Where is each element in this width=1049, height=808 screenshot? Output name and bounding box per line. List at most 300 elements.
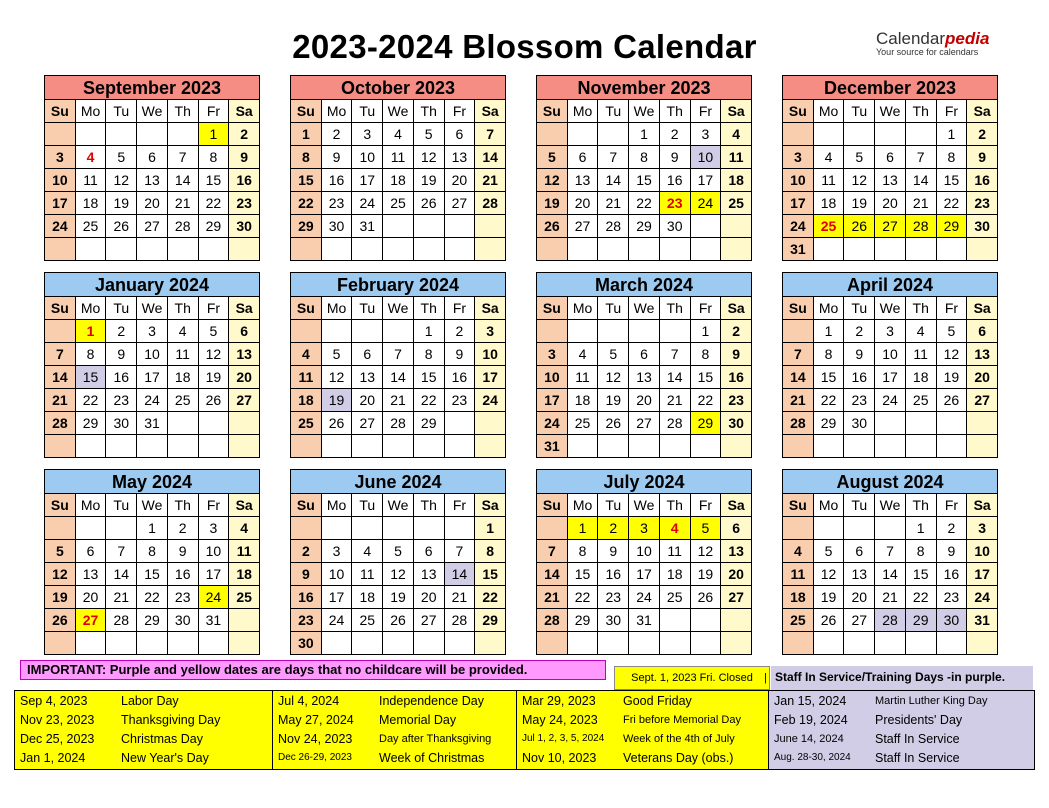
calendar-day[interactable]: 11 — [76, 169, 107, 192]
calendar-day[interactable]: 9 — [445, 343, 476, 366]
calendar-day[interactable]: 6 — [414, 540, 445, 563]
calendar-day[interactable]: 24 — [967, 586, 998, 609]
calendar-day[interactable]: 15 — [137, 563, 168, 586]
calendar-day[interactable]: 14 — [598, 169, 629, 192]
calendar-day[interactable]: 23 — [844, 389, 875, 412]
calendar-day[interactable]: 18 — [76, 192, 107, 215]
calendar-day[interactable]: 24 — [199, 586, 230, 609]
calendar-day[interactable]: 22 — [937, 192, 968, 215]
calendar-day[interactable]: 26 — [537, 215, 568, 238]
calendar-day[interactable]: 9 — [937, 540, 968, 563]
calendar-day[interactable]: 11 — [814, 169, 845, 192]
calendar-day[interactable]: 21 — [45, 389, 76, 412]
calendar-day[interactable]: 24 — [691, 192, 722, 215]
calendar-day[interactable]: 14 — [475, 146, 506, 169]
calendar-day[interactable]: 30 — [721, 412, 752, 435]
calendar-day[interactable]: 6 — [76, 540, 107, 563]
calendar-day[interactable]: 8 — [475, 540, 506, 563]
calendar-day[interactable]: 4 — [352, 540, 383, 563]
calendar-day[interactable]: 2 — [106, 320, 137, 343]
calendar-day[interactable]: 18 — [168, 366, 199, 389]
calendar-day[interactable]: 25 — [660, 586, 691, 609]
calendar-day[interactable]: 8 — [199, 146, 230, 169]
calendar-day[interactable]: 3 — [475, 320, 506, 343]
calendar-day[interactable]: 21 — [383, 389, 414, 412]
calendar-day[interactable]: 29 — [291, 215, 322, 238]
calendar-day[interactable]: 11 — [168, 343, 199, 366]
calendar-day[interactable]: 6 — [229, 320, 260, 343]
calendar-day[interactable]: 29 — [137, 609, 168, 632]
calendar-day[interactable]: 19 — [691, 563, 722, 586]
calendar-day[interactable]: 11 — [906, 343, 937, 366]
calendar-day[interactable]: 14 — [445, 563, 476, 586]
calendar-day[interactable]: 2 — [168, 517, 199, 540]
calendar-day[interactable]: 31 — [629, 609, 660, 632]
calendar-day[interactable]: 9 — [291, 563, 322, 586]
calendar-day[interactable]: 15 — [629, 169, 660, 192]
calendar-day[interactable]: 5 — [844, 146, 875, 169]
calendar-day[interactable]: 15 — [814, 366, 845, 389]
calendar-day[interactable]: 12 — [814, 563, 845, 586]
calendar-day[interactable]: 20 — [414, 586, 445, 609]
calendar-day[interactable]: 21 — [168, 192, 199, 215]
calendar-day[interactable]: 30 — [598, 609, 629, 632]
calendar-day[interactable]: 29 — [937, 215, 968, 238]
calendar-day[interactable]: 19 — [844, 192, 875, 215]
calendar-day[interactable]: 19 — [383, 586, 414, 609]
calendar-day[interactable]: 31 — [783, 238, 814, 261]
calendar-day[interactable]: 15 — [414, 366, 445, 389]
calendar-day[interactable]: 19 — [414, 169, 445, 192]
calendar-day[interactable]: 17 — [475, 366, 506, 389]
calendar-day[interactable]: 10 — [629, 540, 660, 563]
calendar-day[interactable]: 31 — [352, 215, 383, 238]
calendar-day[interactable]: 12 — [199, 343, 230, 366]
calendar-day[interactable]: 28 — [598, 215, 629, 238]
calendar-day[interactable]: 8 — [629, 146, 660, 169]
calendar-day[interactable]: 9 — [106, 343, 137, 366]
calendar-day[interactable]: 27 — [76, 609, 107, 632]
calendar-day[interactable]: 15 — [291, 169, 322, 192]
calendar-day[interactable]: 28 — [383, 412, 414, 435]
calendar-day[interactable]: 10 — [322, 563, 353, 586]
calendar-day[interactable]: 17 — [352, 169, 383, 192]
calendar-day[interactable]: 29 — [199, 215, 230, 238]
calendar-day[interactable]: 24 — [783, 215, 814, 238]
calendar-day[interactable]: 20 — [352, 389, 383, 412]
calendar-day[interactable]: 28 — [475, 192, 506, 215]
calendar-day[interactable]: 13 — [967, 343, 998, 366]
calendar-day[interactable]: 2 — [660, 123, 691, 146]
calendar-day[interactable]: 13 — [629, 366, 660, 389]
calendar-day[interactable]: 12 — [414, 146, 445, 169]
calendar-day[interactable]: 28 — [906, 215, 937, 238]
calendar-day[interactable]: 27 — [967, 389, 998, 412]
calendar-day[interactable]: 25 — [721, 192, 752, 215]
calendar-day[interactable]: 9 — [322, 146, 353, 169]
calendar-day[interactable]: 18 — [906, 366, 937, 389]
calendar-day[interactable]: 27 — [137, 215, 168, 238]
calendar-day[interactable]: 25 — [352, 609, 383, 632]
calendar-day[interactable]: 16 — [322, 169, 353, 192]
calendar-day[interactable]: 6 — [721, 517, 752, 540]
calendar-day[interactable]: 3 — [691, 123, 722, 146]
calendar-day[interactable]: 24 — [475, 389, 506, 412]
calendar-day[interactable]: 23 — [967, 192, 998, 215]
calendar-day[interactable]: 19 — [106, 192, 137, 215]
calendar-day[interactable]: 31 — [537, 435, 568, 458]
calendar-day[interactable]: 5 — [537, 146, 568, 169]
calendar-day[interactable]: 10 — [783, 169, 814, 192]
calendar-day[interactable]: 8 — [906, 540, 937, 563]
calendar-day[interactable]: 27 — [844, 609, 875, 632]
calendar-day[interactable]: 4 — [568, 343, 599, 366]
calendar-day[interactable]: 2 — [598, 517, 629, 540]
calendar-day[interactable]: 6 — [445, 123, 476, 146]
calendar-day[interactable]: 27 — [352, 412, 383, 435]
calendar-day[interactable]: 7 — [875, 540, 906, 563]
calendar-day[interactable]: 23 — [291, 609, 322, 632]
calendar-day[interactable]: 16 — [445, 366, 476, 389]
calendar-day[interactable]: 13 — [76, 563, 107, 586]
calendar-day[interactable]: 16 — [967, 169, 998, 192]
calendar-day[interactable]: 23 — [229, 192, 260, 215]
calendar-day[interactable]: 12 — [383, 563, 414, 586]
calendar-day[interactable]: 14 — [875, 563, 906, 586]
calendar-day[interactable]: 30 — [168, 609, 199, 632]
calendar-day[interactable]: 3 — [875, 320, 906, 343]
calendar-day[interactable]: 1 — [76, 320, 107, 343]
calendar-day[interactable]: 1 — [814, 320, 845, 343]
calendar-day[interactable]: 31 — [967, 609, 998, 632]
calendar-day[interactable]: 14 — [45, 366, 76, 389]
calendar-day[interactable]: 6 — [967, 320, 998, 343]
calendar-day[interactable]: 21 — [445, 586, 476, 609]
calendar-day[interactable]: 20 — [445, 169, 476, 192]
calendar-day[interactable]: 12 — [937, 343, 968, 366]
calendar-day[interactable]: 2 — [721, 320, 752, 343]
calendar-day[interactable]: 3 — [199, 517, 230, 540]
calendar-day[interactable]: 9 — [660, 146, 691, 169]
calendar-day[interactable]: 1 — [291, 123, 322, 146]
calendar-day[interactable]: 23 — [322, 192, 353, 215]
calendar-day[interactable]: 24 — [537, 412, 568, 435]
calendar-day[interactable]: 4 — [229, 517, 260, 540]
calendar-day[interactable]: 16 — [168, 563, 199, 586]
calendar-day[interactable]: 21 — [906, 192, 937, 215]
calendar-day[interactable]: 10 — [352, 146, 383, 169]
calendar-day[interactable]: 1 — [137, 517, 168, 540]
calendar-day[interactable]: 28 — [106, 609, 137, 632]
calendar-day[interactable]: 17 — [45, 192, 76, 215]
calendar-day[interactable]: 5 — [106, 146, 137, 169]
calendar-day[interactable]: 25 — [814, 215, 845, 238]
calendar-day[interactable]: 18 — [568, 389, 599, 412]
calendar-day[interactable]: 23 — [660, 192, 691, 215]
calendar-day[interactable]: 15 — [76, 366, 107, 389]
calendar-day[interactable]: 10 — [537, 366, 568, 389]
calendar-day[interactable]: 25 — [906, 389, 937, 412]
calendar-day[interactable]: 27 — [445, 192, 476, 215]
calendar-day[interactable]: 22 — [199, 192, 230, 215]
calendar-day[interactable]: 8 — [814, 343, 845, 366]
calendar-day[interactable]: 5 — [199, 320, 230, 343]
calendar-day[interactable]: 19 — [937, 366, 968, 389]
calendar-day[interactable]: 13 — [721, 540, 752, 563]
calendar-day[interactable]: 20 — [76, 586, 107, 609]
calendar-day[interactable]: 25 — [76, 215, 107, 238]
calendar-day[interactable]: 8 — [76, 343, 107, 366]
calendar-day[interactable]: 28 — [660, 412, 691, 435]
calendar-day[interactable]: 26 — [598, 412, 629, 435]
calendar-day[interactable]: 1 — [568, 517, 599, 540]
calendar-day[interactable]: 16 — [106, 366, 137, 389]
calendar-day[interactable]: 15 — [568, 563, 599, 586]
calendar-day[interactable]: 11 — [229, 540, 260, 563]
calendar-day[interactable]: 17 — [691, 169, 722, 192]
calendar-day[interactable]: 9 — [168, 540, 199, 563]
calendar-day[interactable]: 6 — [844, 540, 875, 563]
calendar-day[interactable]: 5 — [45, 540, 76, 563]
calendar-day[interactable]: 3 — [137, 320, 168, 343]
calendar-day[interactable]: 20 — [844, 586, 875, 609]
calendar-day[interactable]: 20 — [568, 192, 599, 215]
calendar-day[interactable]: 26 — [937, 389, 968, 412]
calendar-day[interactable]: 15 — [691, 366, 722, 389]
calendar-day[interactable]: 2 — [322, 123, 353, 146]
calendar-day[interactable]: 26 — [414, 192, 445, 215]
calendar-day[interactable]: 13 — [137, 169, 168, 192]
calendar-day[interactable]: 22 — [291, 192, 322, 215]
calendar-day[interactable]: 11 — [721, 146, 752, 169]
calendar-day[interactable]: 4 — [814, 146, 845, 169]
calendar-day[interactable]: 3 — [537, 343, 568, 366]
calendar-day[interactable]: 5 — [814, 540, 845, 563]
calendar-day[interactable]: 30 — [291, 632, 322, 655]
calendar-day[interactable]: 7 — [598, 146, 629, 169]
calendar-day[interactable]: 14 — [168, 169, 199, 192]
calendar-day[interactable]: 20 — [721, 563, 752, 586]
calendar-day[interactable]: 3 — [783, 146, 814, 169]
calendar-day[interactable]: 26 — [45, 609, 76, 632]
calendar-day[interactable]: 20 — [629, 389, 660, 412]
calendar-day[interactable]: 13 — [414, 563, 445, 586]
calendar-day[interactable]: 4 — [383, 123, 414, 146]
calendar-day[interactable]: 16 — [660, 169, 691, 192]
calendar-day[interactable]: 25 — [568, 412, 599, 435]
calendar-day[interactable]: 19 — [199, 366, 230, 389]
calendar-day[interactable]: 18 — [814, 192, 845, 215]
calendar-day[interactable]: 2 — [844, 320, 875, 343]
calendar-day[interactable]: 6 — [352, 343, 383, 366]
calendar-day[interactable]: 21 — [783, 389, 814, 412]
calendar-day[interactable]: 20 — [967, 366, 998, 389]
calendar-day[interactable]: 1 — [629, 123, 660, 146]
calendar-day[interactable]: 10 — [137, 343, 168, 366]
calendar-day[interactable]: 6 — [137, 146, 168, 169]
calendar-day[interactable]: 12 — [598, 366, 629, 389]
calendar-day[interactable]: 22 — [691, 389, 722, 412]
calendar-day[interactable]: 8 — [137, 540, 168, 563]
calendar-day[interactable]: 31 — [137, 412, 168, 435]
calendar-day[interactable]: 18 — [229, 563, 260, 586]
calendar-day[interactable]: 18 — [352, 586, 383, 609]
brand-logo[interactable] — [876, 30, 989, 57]
calendar-day[interactable]: 25 — [291, 412, 322, 435]
calendar-day[interactable]: 24 — [137, 389, 168, 412]
calendar-day[interactable]: 5 — [937, 320, 968, 343]
calendar-day[interactable]: 8 — [291, 146, 322, 169]
calendar-day[interactable]: 5 — [598, 343, 629, 366]
calendar-day[interactable]: 27 — [721, 586, 752, 609]
calendar-day[interactable]: 27 — [229, 389, 260, 412]
calendar-day[interactable]: 15 — [475, 563, 506, 586]
calendar-day[interactable]: 30 — [106, 412, 137, 435]
calendar-day[interactable]: 8 — [568, 540, 599, 563]
calendar-day[interactable]: 10 — [475, 343, 506, 366]
calendar-day[interactable]: 5 — [414, 123, 445, 146]
calendar-day[interactable]: 11 — [352, 563, 383, 586]
calendar-day[interactable]: 7 — [45, 343, 76, 366]
calendar-day[interactable]: 24 — [629, 586, 660, 609]
calendar-day[interactable]: 6 — [629, 343, 660, 366]
calendar-day[interactable]: 20 — [229, 366, 260, 389]
calendar-day[interactable]: 5 — [322, 343, 353, 366]
calendar-day[interactable]: 12 — [537, 169, 568, 192]
calendar-day[interactable]: 27 — [568, 215, 599, 238]
calendar-day[interactable]: 22 — [629, 192, 660, 215]
calendar-day[interactable]: 25 — [383, 192, 414, 215]
calendar-day[interactable]: 15 — [906, 563, 937, 586]
calendar-day[interactable]: 26 — [199, 389, 230, 412]
calendar-day[interactable]: 24 — [352, 192, 383, 215]
calendar-day[interactable]: 8 — [691, 343, 722, 366]
calendar-day[interactable]: 10 — [45, 169, 76, 192]
calendar-day[interactable]: 28 — [875, 609, 906, 632]
calendar-day[interactable]: 16 — [937, 563, 968, 586]
calendar-day[interactable]: 13 — [844, 563, 875, 586]
calendar-day[interactable]: 1 — [475, 517, 506, 540]
calendar-day[interactable]: 29 — [691, 412, 722, 435]
calendar-day[interactable]: 13 — [229, 343, 260, 366]
calendar-day[interactable]: 18 — [783, 586, 814, 609]
calendar-day[interactable]: 7 — [445, 540, 476, 563]
calendar-day[interactable]: 24 — [322, 609, 353, 632]
calendar-day[interactable]: 1 — [691, 320, 722, 343]
calendar-day[interactable]: 14 — [783, 366, 814, 389]
calendar-day[interactable]: 13 — [568, 169, 599, 192]
calendar-day[interactable]: 21 — [106, 586, 137, 609]
calendar-day[interactable]: 14 — [106, 563, 137, 586]
calendar-day[interactable]: 19 — [45, 586, 76, 609]
calendar-day[interactable]: 11 — [660, 540, 691, 563]
calendar-day[interactable]: 21 — [875, 586, 906, 609]
calendar-day[interactable]: 22 — [475, 586, 506, 609]
calendar-day[interactable]: 28 — [45, 412, 76, 435]
calendar-day[interactable]: 26 — [814, 609, 845, 632]
calendar-day[interactable]: 25 — [168, 389, 199, 412]
calendar-day[interactable]: 5 — [691, 517, 722, 540]
calendar-day[interactable]: 15 — [199, 169, 230, 192]
calendar-day[interactable]: 9 — [967, 146, 998, 169]
calendar-day[interactable]: 7 — [660, 343, 691, 366]
calendar-day[interactable]: 21 — [660, 389, 691, 412]
calendar-day[interactable]: 14 — [537, 563, 568, 586]
calendar-day[interactable]: 8 — [414, 343, 445, 366]
calendar-day[interactable]: 2 — [291, 540, 322, 563]
calendar-day[interactable]: 18 — [383, 169, 414, 192]
calendar-day[interactable]: 5 — [383, 540, 414, 563]
calendar-day[interactable]: 27 — [875, 215, 906, 238]
calendar-day[interactable]: 17 — [629, 563, 660, 586]
calendar-day[interactable]: 23 — [937, 586, 968, 609]
calendar-day[interactable]: 4 — [76, 146, 107, 169]
calendar-day[interactable]: 29 — [475, 609, 506, 632]
calendar-day[interactable]: 28 — [537, 609, 568, 632]
calendar-day[interactable]: 29 — [568, 609, 599, 632]
calendar-day[interactable]: 2 — [937, 517, 968, 540]
calendar-day[interactable]: 30 — [967, 215, 998, 238]
calendar-day[interactable]: 3 — [629, 517, 660, 540]
calendar-day[interactable]: 28 — [783, 412, 814, 435]
calendar-day[interactable]: 23 — [168, 586, 199, 609]
calendar-day[interactable]: 17 — [322, 586, 353, 609]
calendar-day[interactable]: 2 — [445, 320, 476, 343]
calendar-day[interactable]: 4 — [168, 320, 199, 343]
calendar-day[interactable]: 14 — [660, 366, 691, 389]
calendar-day[interactable]: 30 — [937, 609, 968, 632]
calendar-day[interactable]: 4 — [721, 123, 752, 146]
calendar-day[interactable]: 16 — [229, 169, 260, 192]
calendar-day[interactable]: 22 — [906, 586, 937, 609]
calendar-day[interactable]: 19 — [322, 389, 353, 412]
calendar-day[interactable]: 26 — [691, 586, 722, 609]
calendar-day[interactable]: 17 — [199, 563, 230, 586]
calendar-day[interactable]: 4 — [783, 540, 814, 563]
calendar-day[interactable]: 25 — [229, 586, 260, 609]
calendar-day[interactable]: 14 — [383, 366, 414, 389]
calendar-day[interactable]: 30 — [322, 215, 353, 238]
calendar-day[interactable]: 3 — [352, 123, 383, 146]
calendar-day[interactable]: 17 — [783, 192, 814, 215]
calendar-day[interactable]: 12 — [106, 169, 137, 192]
calendar-day[interactable]: 28 — [168, 215, 199, 238]
calendar-day[interactable]: 11 — [291, 366, 322, 389]
calendar-day[interactable]: 7 — [537, 540, 568, 563]
calendar-day[interactable]: 11 — [383, 146, 414, 169]
calendar-day[interactable]: 22 — [414, 389, 445, 412]
calendar-day[interactable]: 20 — [875, 192, 906, 215]
calendar-day[interactable]: 7 — [783, 343, 814, 366]
calendar-day[interactable]: 10 — [199, 540, 230, 563]
calendar-day[interactable]: 19 — [814, 586, 845, 609]
calendar-day[interactable]: 4 — [291, 343, 322, 366]
calendar-day[interactable]: 29 — [814, 412, 845, 435]
calendar-day[interactable]: 10 — [967, 540, 998, 563]
calendar-day[interactable]: 31 — [199, 609, 230, 632]
calendar-day[interactable]: 17 — [967, 563, 998, 586]
calendar-day[interactable]: 12 — [691, 540, 722, 563]
calendar-day[interactable]: 2 — [967, 123, 998, 146]
calendar-day[interactable]: 19 — [598, 389, 629, 412]
calendar-day[interactable]: 16 — [598, 563, 629, 586]
calendar-day[interactable]: 1 — [906, 517, 937, 540]
calendar-day[interactable]: 2 — [229, 123, 260, 146]
calendar-day[interactable]: 19 — [537, 192, 568, 215]
calendar-day[interactable]: 9 — [598, 540, 629, 563]
calendar-day[interactable]: 16 — [844, 366, 875, 389]
calendar-day[interactable]: 25 — [783, 609, 814, 632]
